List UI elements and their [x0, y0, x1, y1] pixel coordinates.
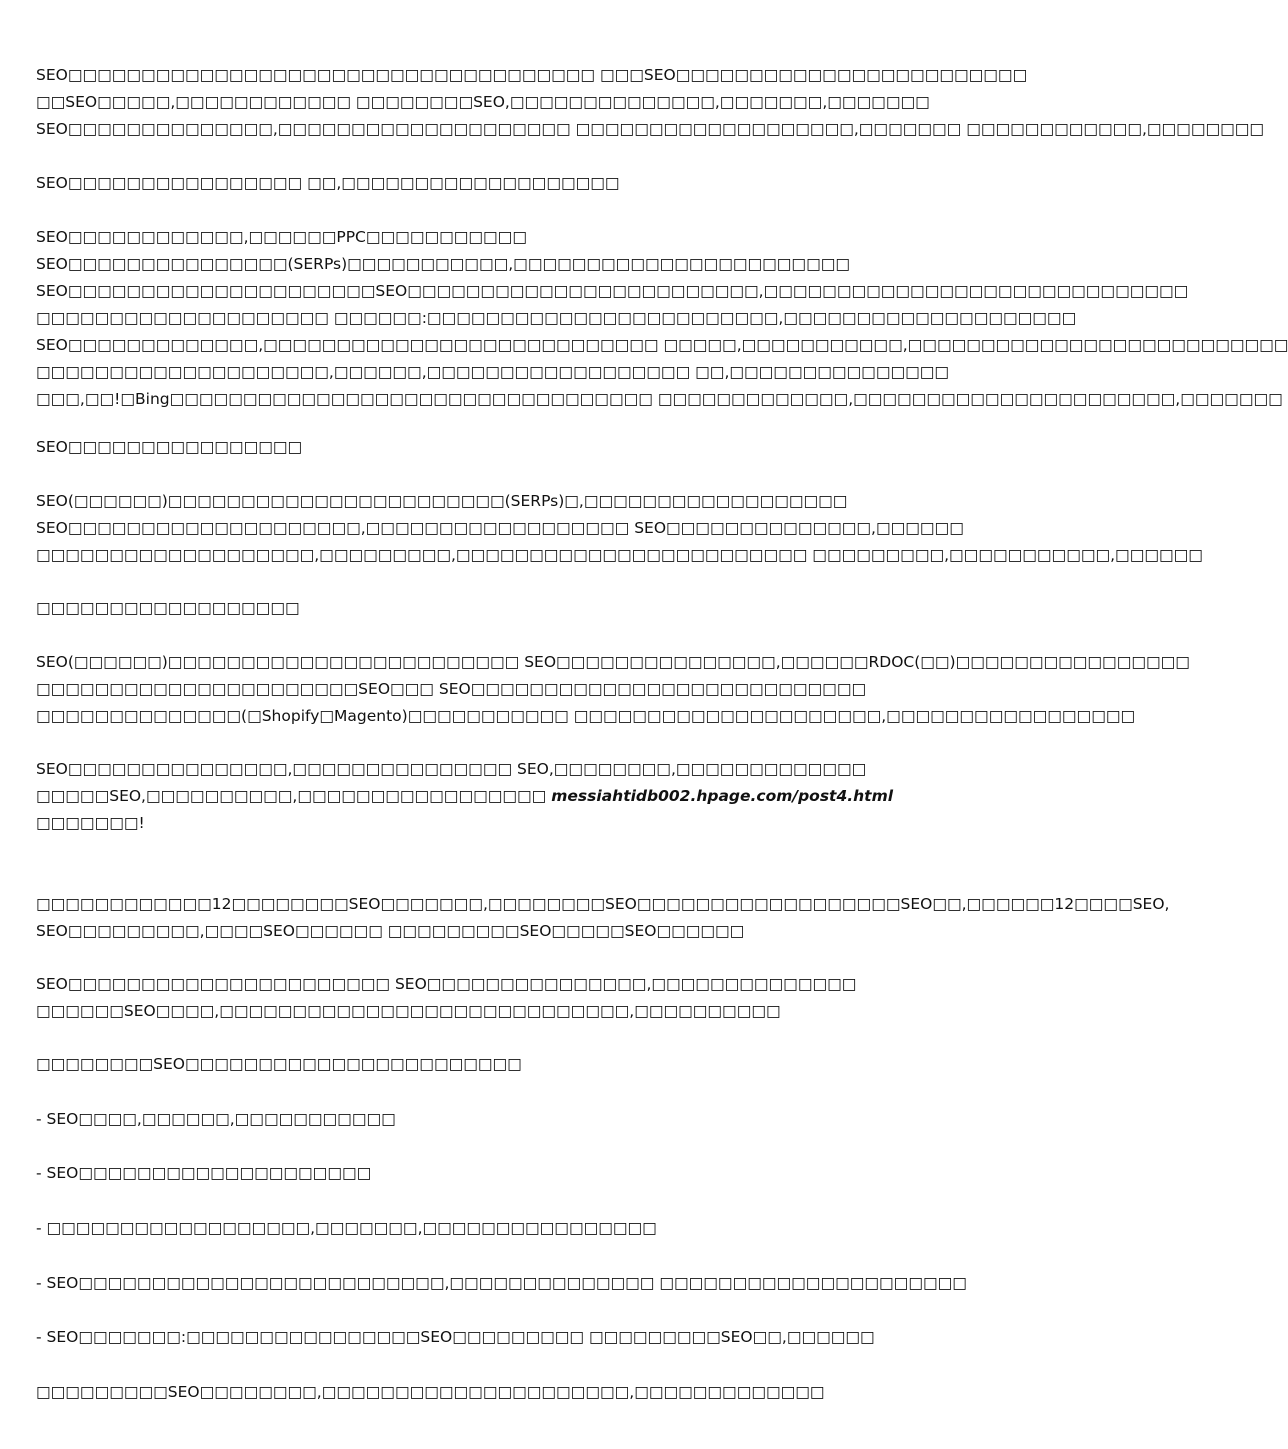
bullet-line: - SEO□□□□□□□□□□□□□□□□□□□□□□□□□,□□□□□□□□□□□□□□ □□□□□□□□□□□□□□□□□□□□□ [36, 1274, 967, 1292]
paragraph-line: SEO□□□□□□□□□□□□□□□(SERPs)□□□□□□□□□□□,□□□□□□□□□□□□□□□□□□□□□□□ [36, 255, 850, 273]
paragraph-line: SEO□□□□□□□□□□□□□□□□□□□□,□□□□□□□□□□□□□□□□□□ SEO□□□□□□□□□□□□□□,□□□□□□ [36, 519, 964, 537]
bullet-line: - SEO□□□□□□□□□□□□□□□□□□□□ [36, 1164, 372, 1182]
paragraph-line: □□□□□□□□□□□□□□□□□□ [36, 599, 300, 617]
paragraph-7 [36, 649, 1190, 730]
paragraph-9 [36, 810, 996, 837]
paragraph-12 [36, 1051, 996, 1078]
paragraph-line: SEO□□□□□□□□□□□□□□□,□□□□□□□□□□□□□□□ SEO,□□□□□□□□,□□□□□□□□□□□□□ [36, 760, 867, 778]
paragraph-line: SEO□□□□□□□□□□□□,□□□□□□PPC□□□□□□□□□□□ [36, 228, 527, 246]
paragraph-line: SEO□□□□□□□□□,□□□□SEO□□□□□□ □□□□□□□□□SEO□□□□□SEO□□□□□□ [36, 922, 745, 940]
paragraph-line: SEO(□□□□□□)□□□□□□□□□□□□□□□□□□□□□□□(SERPs)□,□□□□□□□□□□□□□□□□□□ [36, 492, 848, 510]
bullet-item-3 [36, 1215, 996, 1242]
paragraph-2 [36, 170, 996, 197]
post-link[interactable]: messiahtidb002.hpage.com/post4.html [551, 787, 894, 805]
paragraph-5 [36, 488, 1203, 569]
paragraph-line: □□□□□□□□□□□□□□(□Shopify□Magento)□□□□□□□□□□□ □□□□□□□□□□□□□□□□□□□□□,□□□□□□□□□□□□□□□□□ [36, 707, 1136, 725]
bullet-item-5 [36, 1324, 996, 1351]
paragraph-line: SEO□□□□□□□□□□□□□□,□□□□□□□□□□□□□□□□□□□□ □□□□□□□□□□□□□□□□□□□,□□□□□□□ □□□□□□□□□□□□,□□□□□□□□ [36, 120, 1265, 138]
bullet-line: - SEO□□□□□□□:□□□□□□□□□□□□□□□□SEO□□□□□□□□□ □□□□□□□□□SEO□□,□□□□□□ [36, 1328, 875, 1346]
paragraph-line: □□□□□□□! [36, 814, 145, 832]
paragraph-line: □□□□□□□□SEO□□□□□□□□□□□□□□□□□□□□□□□ [36, 1055, 522, 1073]
paragraph-line: □□□□□□□□□□□□12□□□□□□□□SEO□□□□□□□,□□□□□□□□SEO□□□□□□□□□□□□□□□□□□SEO□□,□□□□□□12□□□□SEO, [36, 895, 1170, 913]
bullet-line: - SEO□□□□,□□□□□□,□□□□□□□□□□□ [36, 1110, 396, 1128]
paragraph-line: □□□□□□□□□SEO□□□□□□□□,□□□□□□□□□□□□□□□□□□□□□,□□□□□□□□□□□□□ [36, 1383, 825, 1401]
paragraph-line: □□□□□□□□□□□□□□□□□□□,□□□□□□□□□,□□□□□□□□□□□□□□□□□□□□□□□□ □□□□□□□□□,□□□□□□□□□□□,□□□□□□ [36, 546, 1203, 564]
paragraph-line: □□□□□□□□□□□□□□□□□□□□□□SEO□□□ SEO□□□□□□□□□□□□□□□□□□□□□□□□□□□ [36, 680, 867, 698]
paragraph-line: SEO□□□□□□□□□□□□□□□□□□□□□□ SEO□□□□□□□□□□□□□□□,□□□□□□□□□□□□□□ [36, 975, 857, 993]
bullet-item-1 [36, 1106, 996, 1133]
paragraph-6 [36, 595, 996, 622]
paragraph-3 [36, 224, 1288, 413]
bullet-line: - □□□□□□□□□□□□□□□□□□,□□□□□□□,□□□□□□□□□□□□□□□□ [36, 1219, 657, 1237]
paragraph-line: □□□□□□□□□□□□□□□□□□□□ □□□□□□:□□□□□□□□□□□□□□□□□□□□□□□□,□□□□□□□□□□□□□□□□□□□□ [36, 309, 1077, 327]
paragraph-line: □□□,□□!□Bing□□□□□□□□□□□□□□□□□□□□□□□□□□□□□□□□□ □□□□□□□□□□□□□,□□□□□□□□□□□□□□□□□□□□□□,□□□□□□□ [36, 390, 1283, 408]
paragraph-line: □□□□□□SEO□□□□,□□□□□□□□□□□□□□□□□□□□□□□□□□□□,□□□□□□□□□□ [36, 1002, 781, 1020]
paragraph-11 [36, 971, 996, 1025]
paragraph-line: SEO□□□□□□□□□□□□□□□□□□□□□□□□□□□□□□□□□□□□ □□□SEO□□□□□□□□□□□□□□□□□□□□□□□□ [36, 66, 1028, 84]
paragraph-line: SEO□□□□□□□□□□□□□□□□ [36, 438, 303, 456]
paragraph-line-text: □□□□□SEO,□□□□□□□□□□,□□□□□□□□□□□□□□□□□ [36, 787, 547, 805]
paragraph-line: SEO(□□□□□□)□□□□□□□□□□□□□□□□□□□□□□□□ SEO□□□□□□□□□□□□□□□,□□□□□□RDOC(□□)□□□□□□□□□□□□□□□□ [36, 653, 1190, 671]
paragraph-line: SEO□□□□□□□□□□□□□,□□□□□□□□□□□□□□□□□□□□□□□□□□□ □□□□□,□□□□□□□□□□□,□□□□□□□□□□□□□□□□□□□□□□□□□□ [36, 336, 1288, 354]
bullet-item-2 [36, 1160, 996, 1187]
paragraph-line: SEO□□□□□□□□□□□□□□□□ □□,□□□□□□□□□□□□□□□□□□□ [36, 174, 620, 192]
paragraph-line: □□SEO□□□□□,□□□□□□□□□□□□ □□□□□□□□SEO,□□□□□□□□□□□□□□,□□□□□□□,□□□□□□□ [36, 93, 930, 111]
paragraph-10 [36, 891, 1170, 945]
paragraph-1 [36, 62, 1265, 143]
paragraph-line-with-link [36, 783, 996, 810]
paragraph-4 [36, 434, 996, 461]
paragraph-8 [36, 756, 996, 810]
bullet-item-4 [36, 1270, 996, 1297]
paragraph-line: □□□□□□□□□□□□□□□□□□□□,□□□□□□,□□□□□□□□□□□□□□□□□□ □□,□□□□□□□□□□□□□□□ [36, 363, 950, 381]
closing-paragraph [36, 1379, 996, 1406]
paragraph-line: SEO□□□□□□□□□□□□□□□□□□□□□SEO□□□□□□□□□□□□□□□□□□□□□□□□,□□□□□□□□□□□□□□□□□□□□□□□□□□□□□ [36, 282, 1189, 300]
